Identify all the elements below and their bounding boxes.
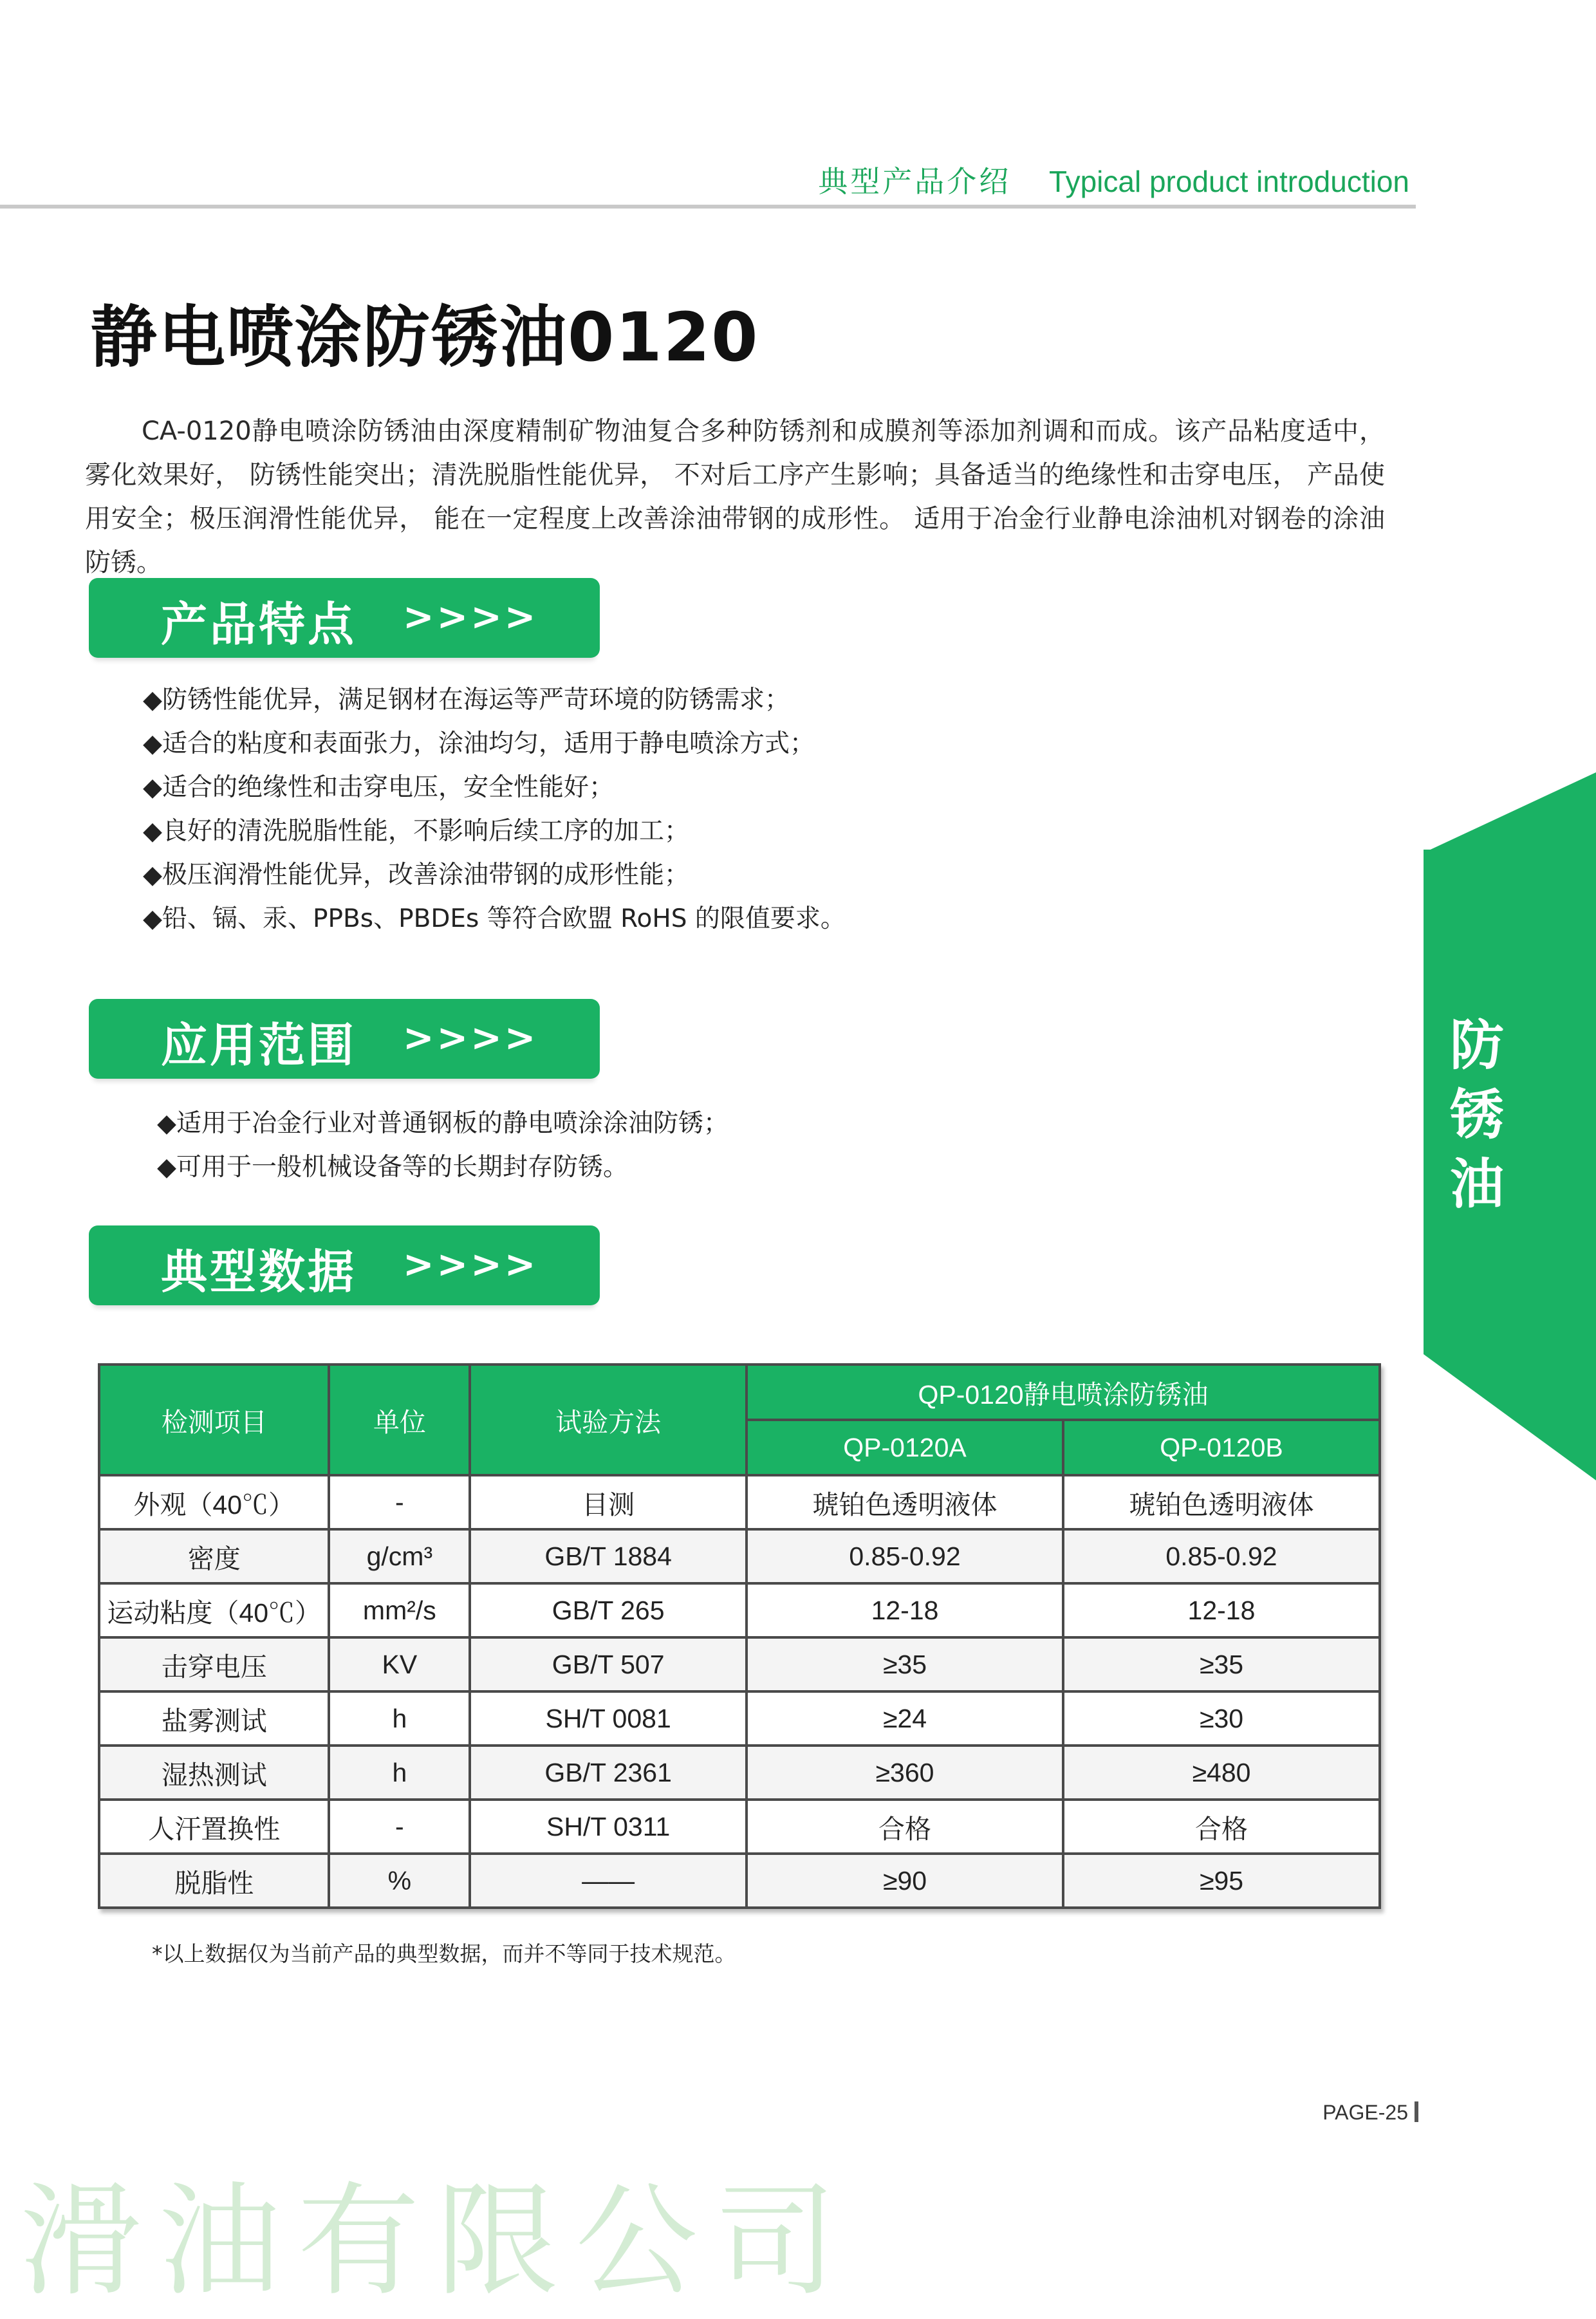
table-cell: ≥30 (1063, 1691, 1380, 1746)
header-product-a: QP-0120A (747, 1420, 1063, 1475)
table-cell: h (329, 1746, 470, 1800)
list-item: ◆适用于冶金行业对普通钢板的静电喷涂涂油防锈； (157, 1109, 728, 1138)
table-row (99, 1583, 1380, 1637)
header-unit: 单位 (329, 1364, 470, 1475)
footnote: *以上数据仅为当前产品的典型数据，而并不等同于技术规范。 (152, 1941, 736, 1966)
table-cell: 脱脂性 (99, 1854, 329, 1908)
side-tab-char: 锈 (1449, 1083, 1504, 1146)
table-cell: ≥480 (1063, 1746, 1380, 1800)
page-number-bar (1415, 2101, 1418, 2122)
table-cell: 12-18 (1063, 1583, 1380, 1637)
table-cell: % (329, 1854, 470, 1908)
table-cell: 击穿电压 (99, 1637, 329, 1691)
table-cell: - (329, 1800, 470, 1854)
table-cell: 盐雾测试 (99, 1691, 329, 1746)
table-cell: 合格 (1063, 1800, 1380, 1854)
header-product-group: QP-0120静电喷涂防锈油 (747, 1364, 1380, 1420)
table-cell: 琥铂色透明液体 (747, 1475, 1063, 1529)
list-item: ◆适合的粘度和表面张力，涂油均匀，适用于静电喷涂方式； (143, 729, 815, 758)
table-row (99, 1637, 1380, 1691)
table-cell: 合格 (747, 1800, 1063, 1854)
table-row (99, 1691, 1380, 1746)
side-tab-char: 防 (1449, 1014, 1504, 1077)
list-item: ◆可用于一般机械设备等的长期封存防锈。 (157, 1153, 628, 1182)
table-cell: 0.85-0.92 (1063, 1529, 1380, 1583)
table-cell: KV (329, 1637, 470, 1691)
table-cell: ≥35 (1063, 1637, 1380, 1691)
product-title: 静电喷涂防锈油0120 (90, 298, 759, 377)
table-cell: 人汗置换性 (99, 1800, 329, 1854)
header-divider (0, 205, 1416, 209)
table-cell: g/cm³ (329, 1529, 470, 1583)
section-title-applications: 应用范围 (161, 1018, 357, 1072)
table-cell: ≥95 (1063, 1854, 1380, 1908)
table-cell: —— (470, 1854, 747, 1908)
table-cell: GB/T 507 (470, 1637, 747, 1691)
table-cell: 密度 (99, 1529, 329, 1583)
section-arrows-features: >>>> (403, 595, 539, 638)
table-cell: mm²/s (329, 1583, 470, 1637)
table-cell: GB/T 2361 (470, 1746, 747, 1800)
table-cell: 12-18 (747, 1583, 1063, 1637)
table-cell: SH/T 0081 (470, 1691, 747, 1746)
section-banner-features (89, 578, 600, 658)
header-product-b: QP-0120B (1063, 1420, 1380, 1475)
table-cell: GB/T 1884 (470, 1529, 747, 1583)
header-title-en: Typical product introduction (1049, 165, 1409, 198)
page-number (1322, 2101, 1418, 2125)
applications-list (157, 1102, 728, 1189)
section-banner-applications (89, 999, 600, 1079)
list-item: ◆铅、镉、汞、PPBs、PBDEs 等符合欧盟 RoHS 的限值要求。 (143, 904, 846, 933)
table-cell: ≥35 (747, 1637, 1063, 1691)
table-cell: SH/T 0311 (470, 1800, 747, 1854)
table-row (99, 1800, 1380, 1854)
table-cell: ≥24 (747, 1691, 1063, 1746)
side-tab-corner (1424, 772, 1596, 853)
table-cell: GB/T 265 (470, 1583, 747, 1637)
header-item: 检测项目 (99, 1364, 329, 1475)
list-item: ◆防锈性能优异，满足钢材在海运等严苛环境的防锈需求； (143, 685, 790, 714)
watermark: 滑油有限公司 (19, 2170, 854, 2313)
table-cell: 琥铂色透明液体 (1063, 1475, 1380, 1529)
table-row (99, 1854, 1380, 1908)
list-item: ◆良好的清洗脱脂性能，不影响后续工序的加工； (143, 817, 689, 846)
table-row (99, 1475, 1380, 1529)
features-list (143, 678, 846, 941)
side-tab-label (1448, 1010, 1506, 1219)
table-cell: 0.85-0.92 (747, 1529, 1063, 1583)
list-item: ◆极压润滑性能优异，改善涂油带钢的成形性能； (143, 861, 689, 889)
section-banner-data (89, 1225, 600, 1305)
section-arrows-applications: >>>> (403, 1016, 539, 1059)
product-intro: CA-0120静电喷涂防锈油由深度精制矿物油复合多种防锈剂和成膜剂等添加剂调和而成。该产品粘度适中， 雾化效果好， 防锈性能突出；清洗脱脂性能优异， 不对后工序产生影响；具备适当的绝缘性和击穿电压， 产品使用安全；极压润滑性能优异， 能在一定程度上改善涂油带钢的成形性。 适用于冶金行业静电涂油机对钢卷的涂油防锈。 (85, 416, 1385, 577)
typical-data-table (98, 1363, 1381, 1909)
table-cell: 运动粘度（40℃） (99, 1583, 329, 1637)
header-method: 试验方法 (470, 1364, 747, 1475)
list-item: ◆适合的绝缘性和击穿电压，安全性能好； (143, 773, 614, 802)
table-cell: - (329, 1475, 470, 1529)
section-title-features: 产品特点 (161, 597, 357, 651)
table-cell: 湿热测试 (99, 1746, 329, 1800)
table-cell: ≥360 (747, 1746, 1063, 1800)
page-header (818, 158, 1409, 201)
table-row (99, 1746, 1380, 1800)
page-number-text: PAGE-25 (1322, 2101, 1408, 2124)
header-title-cn: 典型产品介绍 (818, 165, 1012, 198)
table-cell: 外观（40℃） (99, 1475, 329, 1529)
table-cell: h (329, 1691, 470, 1746)
table-row (99, 1529, 1380, 1583)
table-cell: 目测 (470, 1475, 747, 1529)
side-tab-char: 油 (1449, 1153, 1504, 1216)
section-title-data: 典型数据 (161, 1245, 357, 1299)
section-arrows-data: >>>> (403, 1242, 539, 1286)
table-cell: ≥90 (747, 1854, 1063, 1908)
